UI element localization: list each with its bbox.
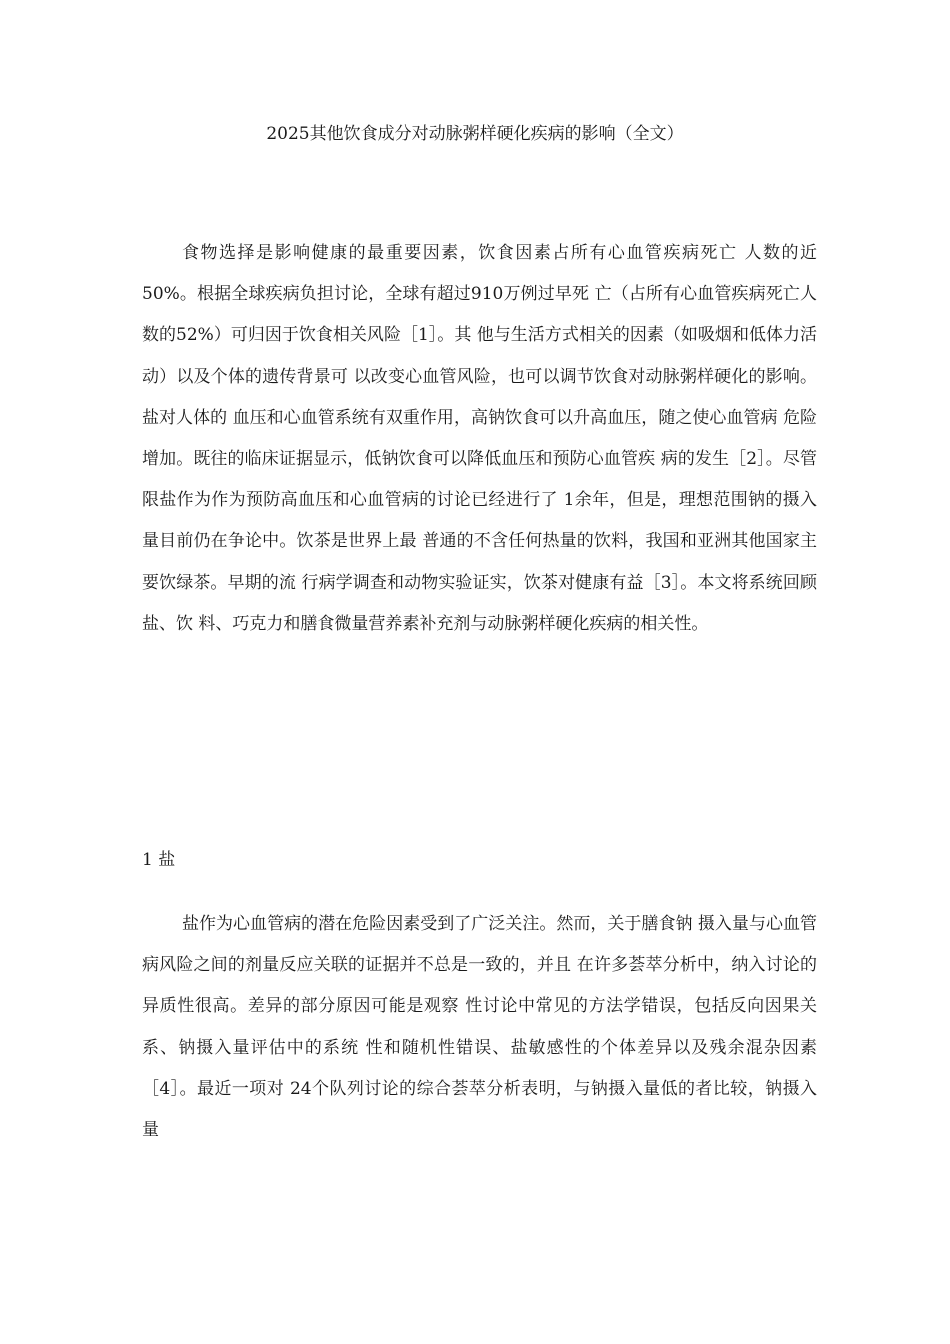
document-title: 2025其他饮食成分对动脉粥样硬化疾病的影响（全文） xyxy=(266,124,684,144)
intro-paragraph: 食物选择是影响健康的最重要因素，饮食因素占所有心血管疾病死亡 人数的近50%。根据全球疾病负担讨论，全球有超过910万例过早死 亡（占所有心血管疾病死亡人数的52%）可归因于饮食相关风险［1］。其 他与生活方式相关的因素（如吸烟和低体力活动）以及个体的遗传背景可 以改变心血管风险，也可以调节饮食对动脉粥样硬化的影响。盐对人体的 血压和心血管系统有双重作用，高钠饮食可以升高血压，随之使心血管病 危险增加。既往的临床证据显示，低钠饮食可以降低血压和预防心血管疾 病的发生［2］。尽管限盐作为作为预防高血压和心血管病的讨论已经进行了 1余年，但是，理想范围钠的摄入量目前仍在争论中。饮茶是世界上最 普通的不含任何热量的饮料，我国和亚洲其他国家主要饮绿茶。早期的流 行病学调查和动物实验证实，饮茶对健康有益［3］。本文将系统回顾盐、饮 料、巧克力和膳食微量营养素补充剂与动脉粥样硬化疾病的相关性。 xyxy=(142,243,817,634)
salt-paragraph: 盐作为心血管病的潜在危险因素受到了广泛关注。然而，关于膳食钠 摄入量与心血管病风险之间的剂量反应关联的证据并不总是一致的，并且 在许多荟萃分析中，纳入讨论的异质性很高。差异的部分原因可能是观察 性讨论中常见的方法学错误，包括反向因果关系、钠摄入量评估中的系统 性和随机性错误、盐敏感性的个体差异以及残余混杂因素［4］。最近一项对 24个队列讨论的综合荟萃分析表明，与钠摄入量低的者比较，钠摄入量 xyxy=(142,914,817,1141)
section-heading-salt: 1 盐 xyxy=(142,850,176,870)
